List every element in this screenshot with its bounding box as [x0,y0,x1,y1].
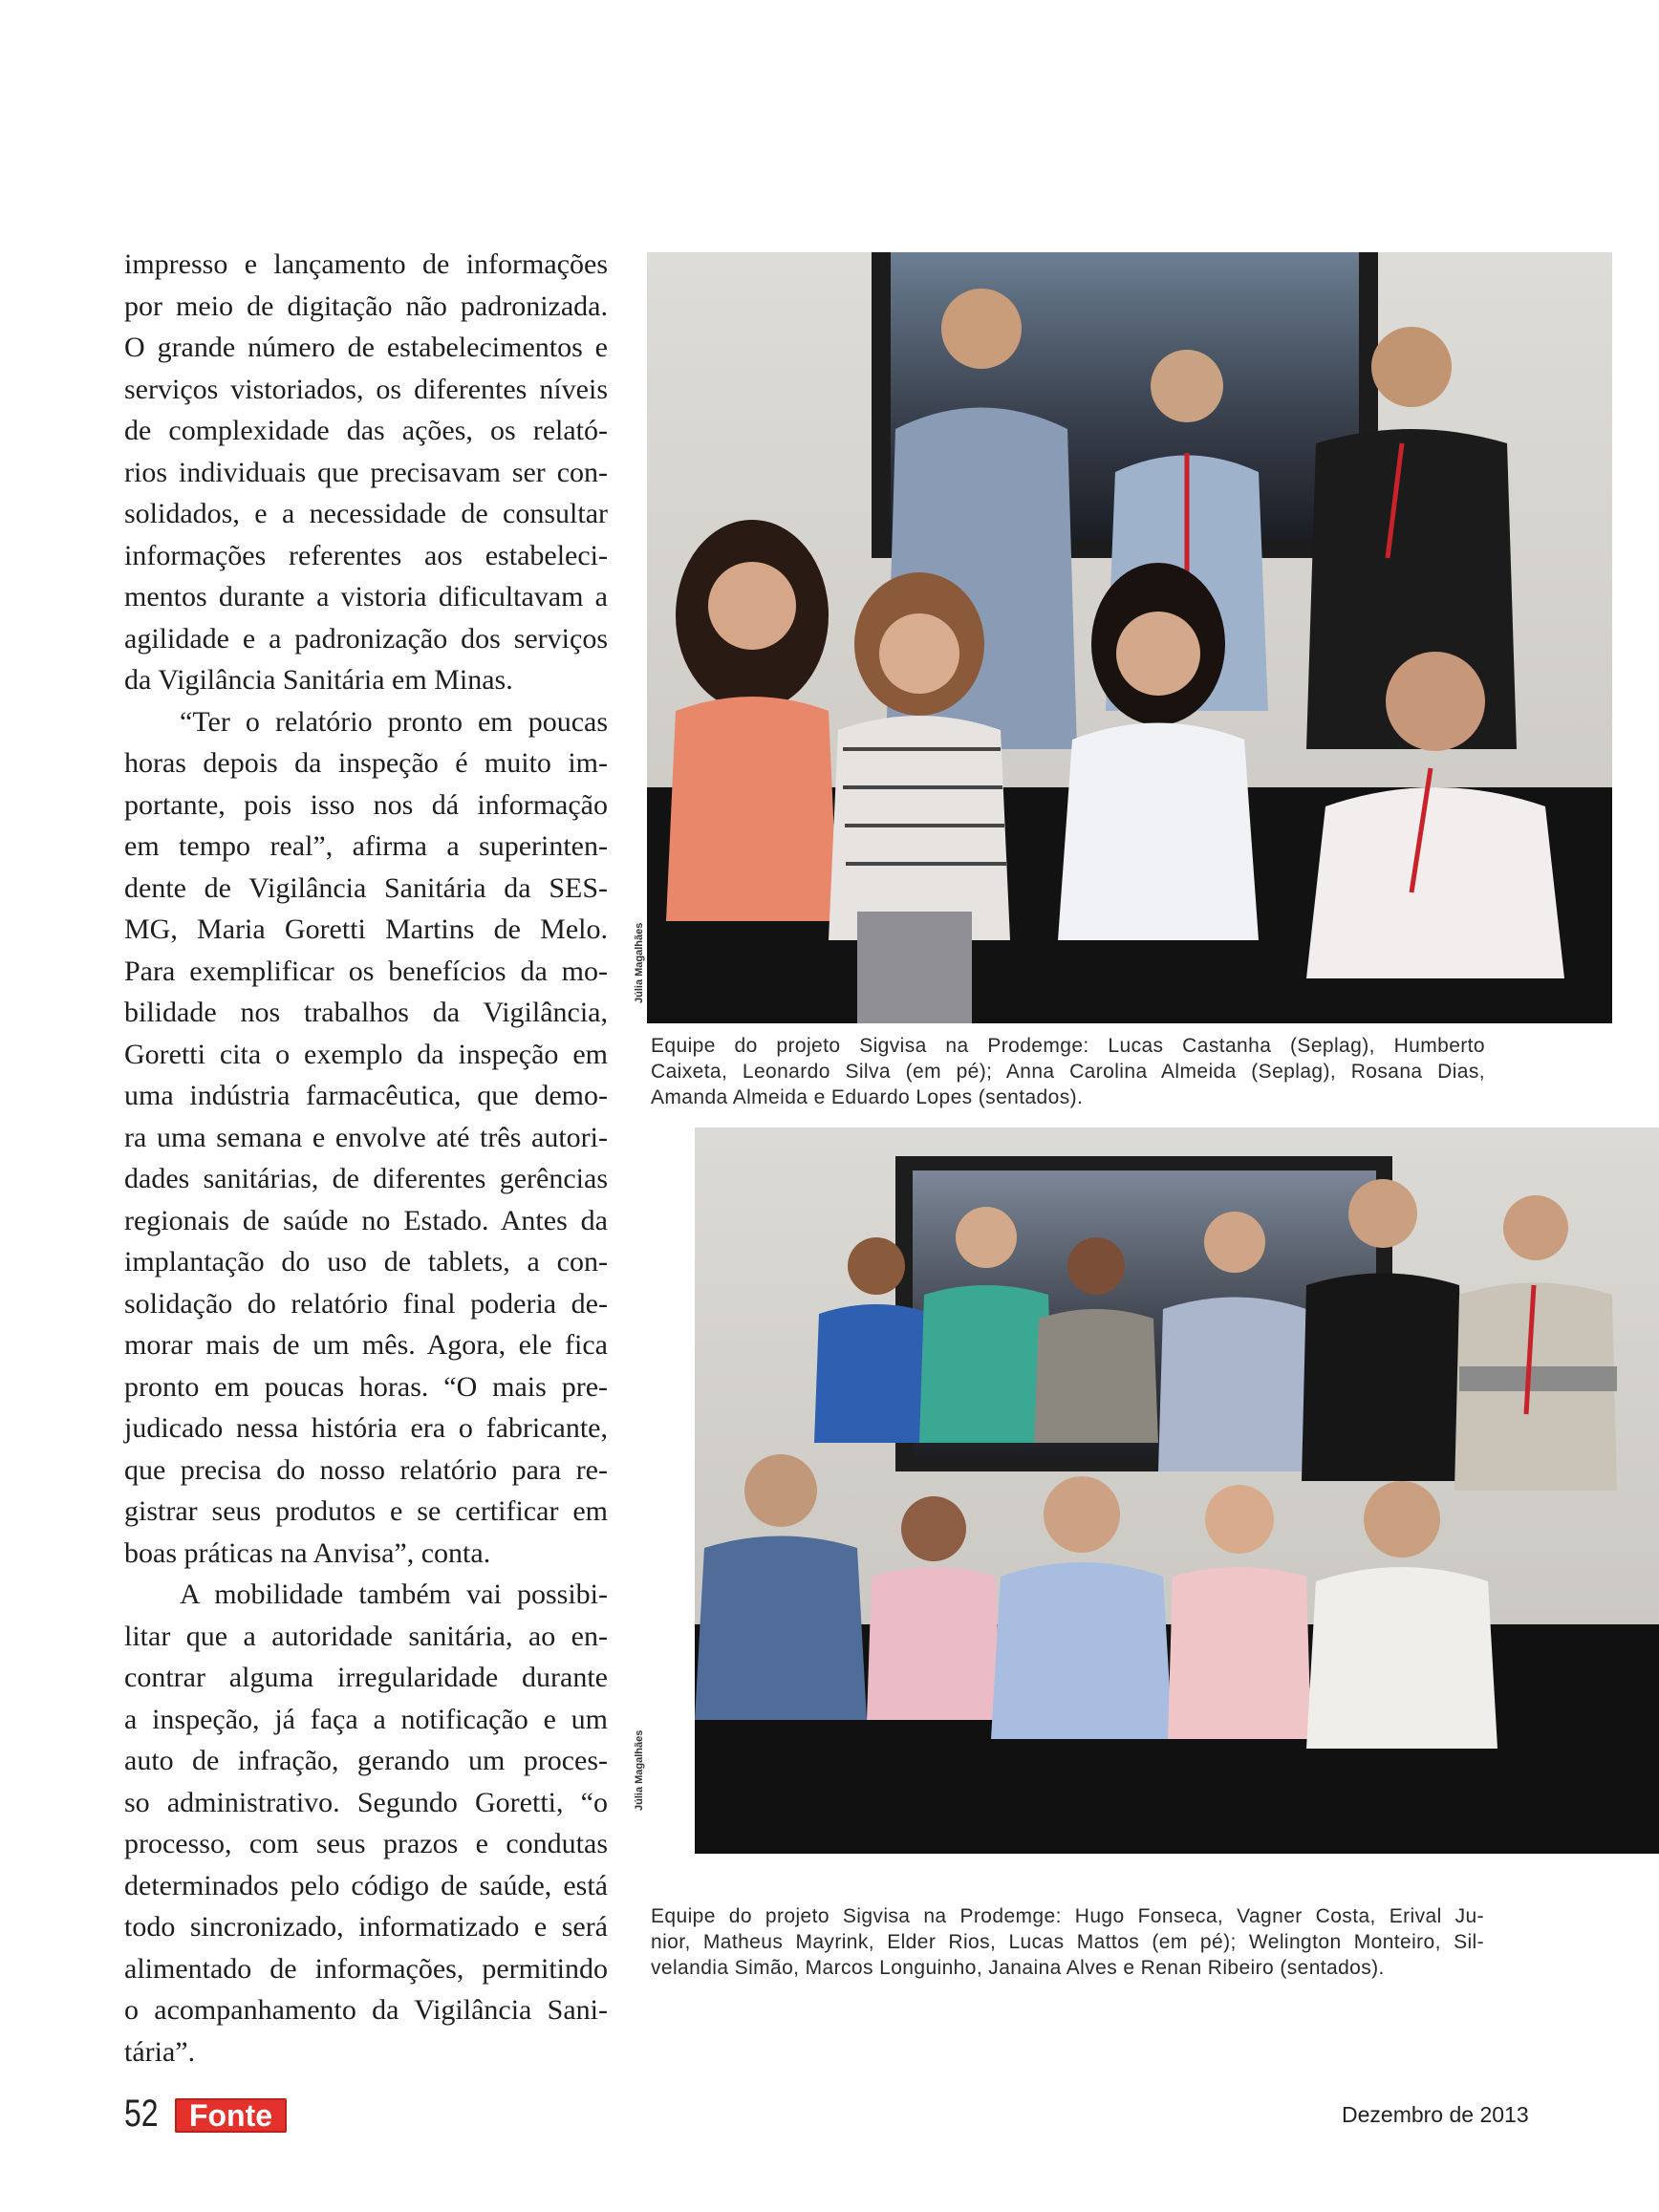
article-line: dades sanitárias, de diferentes gerências [124,1163,608,1194]
article-paragraph-2 [124,701,608,1575]
article-line: ra uma semana e envolve até três autori- [124,1121,608,1153]
article-line: uma indústria farmacêutica, que demo- [124,1080,608,1111]
article-line: rios individuais que precisavam ser con- [124,456,608,488]
article-line: alimentado de informações, permitindo [124,1952,608,1985]
page-number: 52 [124,2093,159,2135]
article-line: solidação do relatório final poderia de- [124,1287,608,1320]
article-line: tária”. [124,2035,196,2068]
article-paragraph-3 [124,1574,608,2072]
article-line: contrar alguma irregularidade durante [124,1662,608,1693]
article-column [124,244,608,2072]
issue-date: Dezembro de 2013 [1342,2102,1529,2127]
article-line: portante, pois isso nos dá informação [124,788,608,821]
article-paragraph-1 [124,244,608,701]
article-line: Goretti cita o exemplo da inspeção em [124,1038,608,1070]
photo-credit-2: Júlia Magalhães [634,1729,645,1811]
article-line: processo, com seus prazos e condutas [124,1828,608,1859]
article-line: informações referentes aos estabeleci- [124,539,608,571]
article-line: impresso e lançamento de informações [124,248,608,280]
article-line: da Vigilância Sanitária em Minas. [124,664,513,696]
article-line: “Ter o relatório pronto em poucas [180,705,608,738]
article-line: o acompanhamento da Vigilância Sani- [124,1994,608,2026]
article-line: solidados, e a necessidade de consultar [124,498,608,529]
article-line: determinados pelo código de saúde, está [124,1869,608,1901]
article-line: regionais de saúde no Estado. Antes da [124,1204,608,1236]
article-line: de complexidade das ações, os relató- [124,415,608,446]
photo-caption-2 [651,1903,1484,1981]
caption-line: velandia Simão, Marcos Longuinho, Janaina Alves e Renan Ribeiro (sentados). [651,1957,1385,1979]
article-line: implantação do uso de tablets, a con- [124,1246,608,1278]
article-line: A mobilidade também vai possibi- [180,1578,608,1610]
article-line: litar que a autoridade sanitária, ao en- [124,1620,608,1652]
caption-line: Equipe do projeto Sigvisa na Prodemge: Lucas Castanha (Seplag), Humberto [651,1035,1485,1057]
article-line: boas práticas na Anvisa”, conta. [124,1536,491,1569]
article-line: por meio de digitação não padronizada. [124,290,608,322]
article-line: MG, Maria Goretti Martins de Melo. [124,913,608,945]
article-line: serviços vistoriados, os diferentes níveis [124,373,608,405]
article-line: a inspeção, já faça a notificação e um [124,1703,608,1735]
article-line: auto de infração, gerando um proces- [124,1745,608,1776]
team-photo-1 [647,252,1612,1023]
team-photo-2 [695,1127,1659,1854]
article-line: que precisa do nosso relatório para re- [124,1453,608,1486]
article-line: agilidade e a padronização dos serviços [124,622,608,655]
article-line: mentos durante a vistoria dificultavam a [124,581,608,612]
article-line: morar mais de um mês. Agora, ele fica [124,1329,608,1361]
photo-credit-1: Júlia Magalhães [634,922,645,1003]
article-line: gistrar seus produtos e se certificar em [124,1495,608,1527]
article-line: dente de Vigilância Sanitária da SES- [124,871,608,904]
photo-caption-1 [651,1033,1485,1110]
caption-line: Caixeta, Leonardo Silva (em pé); Anna Carolina Almeida (Seplag), Rosana Dias, [651,1061,1485,1083]
article-line: pronto em poucas horas. “O mais pre- [124,1370,608,1403]
caption-line: Equipe do projeto Sigvisa na Prodemge: Hugo Fonseca, Vagner Costa, Erival Ju- [651,1905,1484,1927]
article-line: Para exemplificar os benefícios da mo- [124,955,608,987]
article-line: todo sincronizado, informatizado e será [124,1911,608,1943]
caption-line: Amanda Almeida e Eduardo Lopes (sentados). [651,1086,1084,1108]
caption-line: nior, Matheus Mayrink, Elder Rios, Lucas Mattos (em pé); Welington Monteiro, Sil- [651,1931,1484,1953]
article-line: bilidade nos trabalhos da Vigilância, [124,997,608,1028]
article-line: O grande número de estabelecimentos e [124,332,608,363]
article-line: judicado nessa história era o fabricante, [124,1412,608,1444]
article-line: so administrativo. Segundo Goretti, “o [124,1786,608,1818]
article-line: horas depois da inspeção é muito im- [124,747,608,779]
magazine-logo: Fonte [175,2098,287,2133]
article-line: em tempo real”, afirma a superinten- [124,830,608,862]
